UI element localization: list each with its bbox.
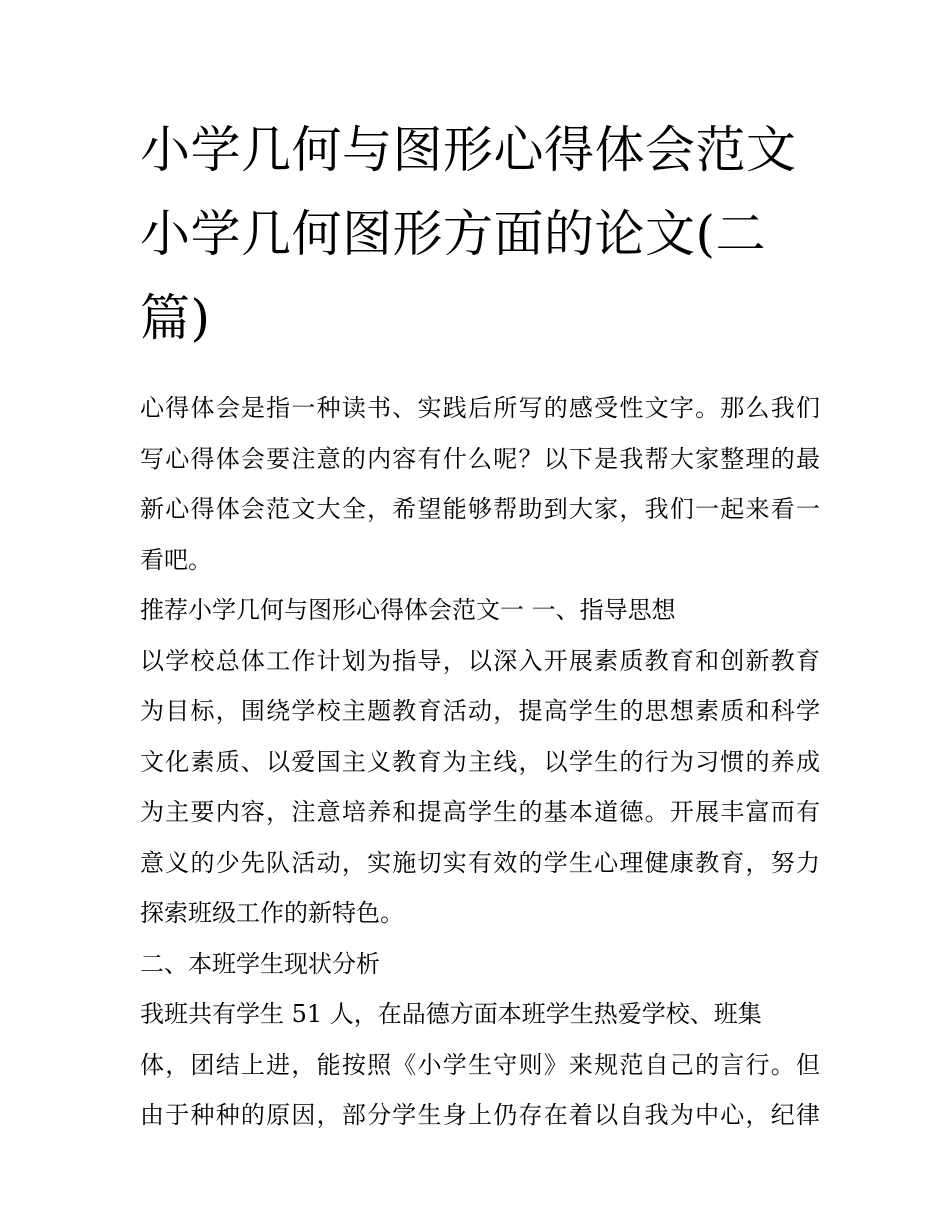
document-page xyxy=(140,108,820,1141)
body-line: 意义的少先队活动，实施切实有效的学生心理健康教育，努力 xyxy=(140,848,820,877)
section-heading: 推荐小学几何与图形心得体会范文一 一、指导思想 xyxy=(140,596,676,624)
body-line: 为主要内容，注意培养和提高学生的基本道德。开展丰富而有 xyxy=(140,798,820,826)
title-line: 小学几何与图形心得体会范文 xyxy=(140,121,797,179)
body-line: 看吧。 xyxy=(140,545,212,574)
body-line: 体，团结上进，能按照《小学生守则》来规范自己的言行。但 xyxy=(140,1050,820,1079)
body-line: 为目标，围绕学校主题教育活动，提高学生的思想素质和科学 xyxy=(140,697,820,725)
document-body xyxy=(140,383,820,1141)
body-line: 探索班级工作的新特色。 xyxy=(140,899,404,927)
body-line: 写心得体会要注意的内容有什么呢？以下是我帮大家整理的最 xyxy=(140,444,820,473)
document-title xyxy=(140,108,820,360)
body-line: 由于种种的原因，部分学生身上仍存在着以自我为中心，纪律 xyxy=(140,1101,820,1129)
body-line: 新心得体会范文大全，希望能够帮助到大家，我们一起来看一 xyxy=(140,495,820,523)
title-line: 篇) xyxy=(140,289,211,347)
body-line: 文化素质、以爱国主义教育为主线，以学生的行为习惯的养成 xyxy=(140,747,820,776)
section-heading: 二、本班学生现状分析 xyxy=(140,949,380,978)
title-line: 小学几何图形方面的论文(二 xyxy=(140,205,767,263)
body-line: 以学校总体工作计划为指导，以深入开展素质教育和创新教育 xyxy=(140,646,820,675)
body-line: 我班共有学生 51 人，在品德方面本班学生热爱学校、班集 xyxy=(140,1000,762,1028)
body-line: 心得体会是指一种读书、实践后所写的感受性文字。那么我们 xyxy=(140,394,820,422)
